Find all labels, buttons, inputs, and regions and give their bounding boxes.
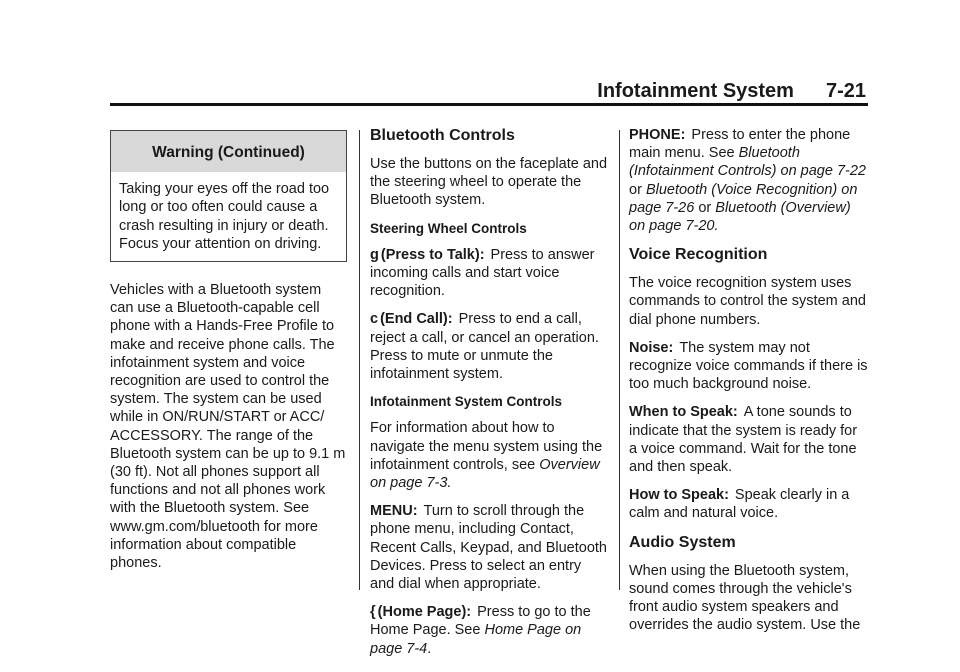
phone-text: Press to enter the phone main menu. See [629, 127, 851, 162]
phone-item [629, 126, 869, 235]
controls-intro: Use the buttons on the faceplate and the steering wheel to operate the Bluetooth system. [370, 156, 608, 209]
warning-title: Warning (Continued) [111, 131, 346, 172]
noise-text: The system may not recognize voice commands if there is too much background noise. [629, 339, 868, 393]
when-to-speak-item [629, 403, 869, 476]
press-to-talk-icon: g [370, 246, 379, 263]
overview-ref: Overview on page 7-3. [370, 456, 600, 492]
how-text: Speak clearly in a calm and natural voice. [629, 487, 850, 522]
or-2: or [698, 199, 712, 216]
warning-body: Taking your eyes off the road too long or too often could cause a crash resulting in injury or death. Focus your attention on driving. [119, 181, 330, 252]
phone-ref-2: Bluetooth (Voice Recognition) on page 7-26 [629, 181, 858, 216]
when-label: When to Speak: [629, 404, 738, 421]
menu-text: Turn to scroll through the phone menu, including Contact, Recent Calls, Keypad, and Bluetooth Devices. Press to select an entry and dial when appropriate. [370, 503, 607, 593]
infotainment-controls-heading: Infotainment System Controls [370, 394, 563, 410]
menu-label: MENU: [370, 503, 418, 520]
bluetooth-intro: Vehicles with a Bluetooth system can use a Bluetooth-capable cell phone with a Hands-Free Profile to make and receive phone calls. The infotainment system and voice recognition are used to control the system. The system can be used while in ON/RUN/START or ACC/ ACCESSORY. The range of the Bluetooth system can be up to 9.1 m (30 ft). Not all phones support all functions and not all phones work with the Bluetooth system. See www.gm.com/bluetooth for more information about compatible phones. [110, 282, 346, 572]
voice-intro: The voice recognition system uses commands to control the system and dial phone numbers. [629, 275, 866, 328]
home-ref: Home Page on page 7-4 [370, 622, 582, 657]
how-to-speak-item [629, 486, 869, 522]
steering-wheel-heading: Steering Wheel Controls [370, 220, 527, 236]
noise-label: Noise: [629, 339, 674, 356]
end-call-label: (End Call): [380, 311, 453, 328]
page-number: 7-21 [825, 80, 866, 102]
noise-item [629, 339, 869, 394]
voice-recognition-heading: Voice Recognition [629, 246, 768, 264]
audio-text: When using the Bluetooth system, sound comes through the vehicle's front audio system speakers and overrides the audio system. Use the [629, 562, 861, 634]
phone-ref-3: Bluetooth (Overview) on page 7-20. [629, 199, 851, 235]
press-to-talk-label: (Press to Talk): [380, 246, 485, 263]
home-icon: { [370, 604, 376, 621]
page-header [0, 0, 960, 110]
column-3 [629, 126, 869, 644]
end-call-item [370, 310, 608, 383]
press-to-talk-item [370, 246, 608, 301]
column-divider-2 [619, 130, 620, 590]
home-label: (Home Page): [377, 604, 472, 621]
end-call-text: Press to end a call, reject a call, or cancel an operation. Press to mute or unmute the infotainment system. [370, 311, 599, 383]
section-title: Infotainment System [597, 80, 794, 102]
press-to-talk-text: Press to answer incoming calls and start voice recognition. [370, 246, 595, 300]
info-text: For information about how to navigate the menu system using the infotainment controls, see [370, 420, 603, 473]
audio-system-heading: Audio System [629, 533, 736, 551]
header-text [597, 80, 866, 103]
home-page-item [370, 603, 608, 658]
info-paragraph [370, 419, 608, 492]
column-2 [370, 126, 608, 668]
column-divider-1 [359, 130, 360, 590]
end-call-icon: c [370, 311, 379, 328]
phone-ref-1: Bluetooth (Infotainment Controls) on page 7-22 [629, 145, 866, 180]
how-label: How to Speak: [629, 487, 729, 504]
home-end: . [427, 640, 432, 657]
bluetooth-controls-heading: Bluetooth Controls [370, 127, 515, 144]
column-1 [110, 126, 347, 582]
warning-box [110, 130, 347, 262]
or-1: or [629, 181, 642, 198]
menu-item [370, 502, 608, 593]
when-text: A tone sounds to indicate that the system is ready for a voice command. Wait for the tone and then speak. [629, 404, 858, 476]
phone-label: PHONE: [629, 127, 686, 143]
home-text: Press to go to the Home Page. See [370, 604, 591, 639]
header-rule [110, 103, 868, 106]
